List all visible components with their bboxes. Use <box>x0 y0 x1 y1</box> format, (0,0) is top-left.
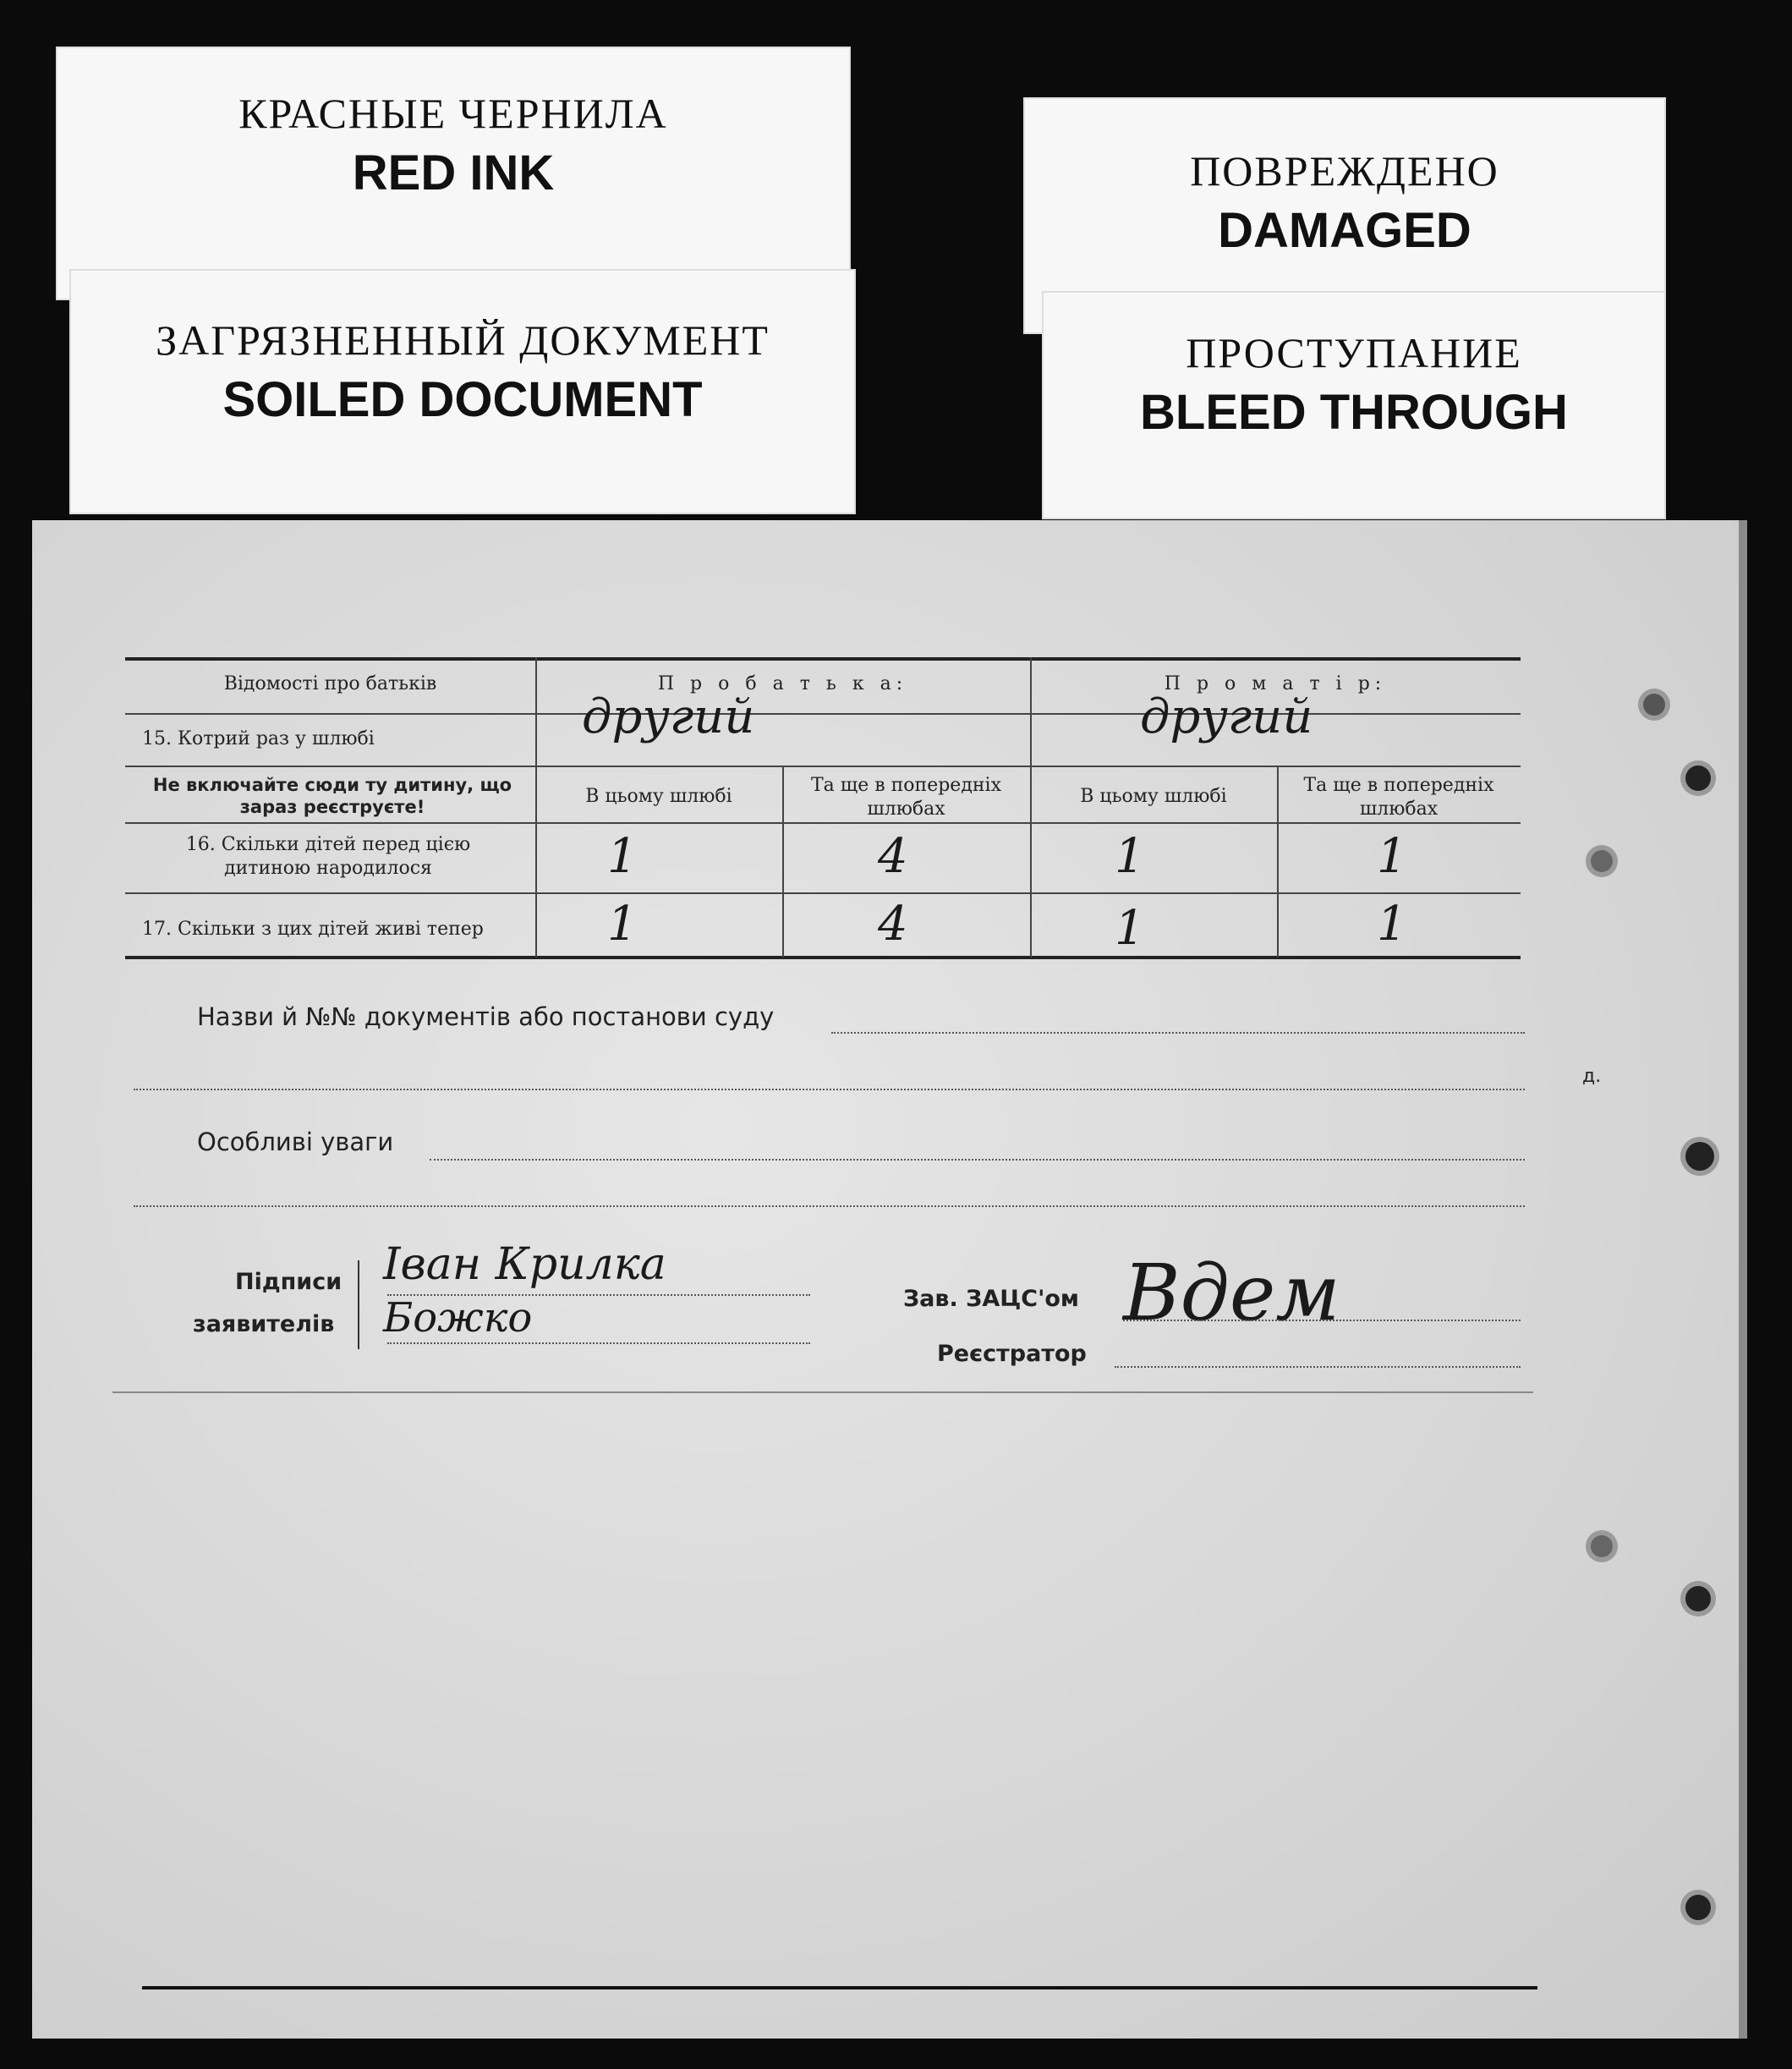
form-sheet <box>32 520 1747 2039</box>
registrar-line <box>1115 1366 1521 1368</box>
bleed-ru: ПРОСТУПАНИЕ <box>1186 329 1522 376</box>
binder-hole <box>1591 1535 1613 1557</box>
binder-hole <box>1591 850 1613 872</box>
mother-this-marriage-header: В цьому шлюбі <box>1080 786 1227 807</box>
signatures-label-2: заявителів <box>193 1311 335 1337</box>
bottom-rule <box>142 1986 1537 1989</box>
damaged-ru: ПОВРЕЖДЕНО <box>1190 147 1499 195</box>
mother-prev-marriages-header: Та ще в попередніх шлюбах <box>1303 775 1494 820</box>
registrar-label: Реєстратор <box>937 1341 1087 1367</box>
signature-line-1 <box>387 1294 810 1296</box>
binder-hole <box>1685 766 1711 791</box>
header-mother: П р о м а т і р: <box>1164 673 1387 694</box>
zags-head-label: Зав. ЗАЦС'ом <box>903 1286 1079 1312</box>
table-bottom-rule <box>125 956 1521 959</box>
soiled-document-label-card <box>69 269 856 514</box>
soiled-en: SOILED DOCUMENT <box>222 372 703 427</box>
documents-line-2 <box>134 1089 1525 1090</box>
binder-hole <box>1685 1142 1714 1171</box>
soiled-ru: ЗАГРЯЗНЕННЫЙ ДОКУМЕНТ <box>156 316 770 364</box>
red-ink-label-card <box>56 47 851 300</box>
red-ink-en: RED INK <box>352 145 555 200</box>
row17-father-this: 1 <box>607 897 638 952</box>
signature-bracket <box>358 1260 359 1349</box>
row15-mother-value: другий <box>1140 689 1313 744</box>
signature-line-2 <box>387 1342 810 1344</box>
red-ink-ru: КРАСНЫЕ ЧЕРНИЛА <box>238 90 668 137</box>
binder-hole <box>1685 1895 1711 1920</box>
notes-line <box>430 1159 1525 1161</box>
father-prev-marriages-header: Та ще в попередніх шлюбах <box>811 775 1001 820</box>
bleed-through-label-card <box>1042 291 1666 519</box>
signature-head: Вдем <box>1123 1248 1340 1338</box>
margin-mark: д. <box>1582 1066 1602 1087</box>
table-rule <box>125 766 1521 767</box>
bleed-en: BLEED THROUGH <box>1140 385 1568 440</box>
table-rule <box>125 892 1521 894</box>
row17-label: 17. Скільки з цих дітей живі тепер <box>142 919 484 940</box>
subheader-note: Не включайте сюди ту дитину, що зараз реєструєте! <box>152 775 512 818</box>
signatures-label: Підписи <box>235 1269 343 1295</box>
row16-father-this: 1 <box>607 829 638 884</box>
table-rule <box>125 822 1521 824</box>
section-divider <box>112 1391 1533 1393</box>
row16-mother-prev: 1 <box>1377 829 1407 884</box>
row17-mother-this: 1 <box>1115 901 1145 956</box>
row16-father-prev: 4 <box>878 829 908 884</box>
documents-line <box>831 1032 1525 1034</box>
header-father: П р о б а т ь к а: <box>657 673 908 694</box>
notes-label: Особливі уваги <box>197 1128 394 1156</box>
row17-father-prev: 4 <box>878 897 908 952</box>
header-info: Відомості про батьків <box>223 673 437 694</box>
row17-mother-prev: 1 <box>1377 897 1407 952</box>
row16-mother-this: 1 <box>1115 829 1145 884</box>
documents-label: Назви й №№ документів або постанови суду <box>197 1002 775 1031</box>
damaged-en: DAMAGED <box>1218 203 1471 258</box>
notes-line-2 <box>134 1205 1525 1207</box>
row16-label: 16. Скільки дітей перед цією дитиною народилося <box>185 834 471 879</box>
signature-applicant-2: Божко <box>383 1294 533 1342</box>
zags-line <box>1123 1320 1521 1321</box>
table-top-rule <box>125 657 1521 661</box>
binder-hole <box>1685 1586 1711 1611</box>
row15-label: 15. Котрий раз у шлюбі <box>142 728 375 749</box>
row15-father-value: другий <box>582 689 755 744</box>
signature-applicant-1: Іван Крилка <box>383 1239 666 1290</box>
father-this-marriage-header: В цьому шлюбі <box>585 786 732 807</box>
binder-hole <box>1643 694 1665 716</box>
